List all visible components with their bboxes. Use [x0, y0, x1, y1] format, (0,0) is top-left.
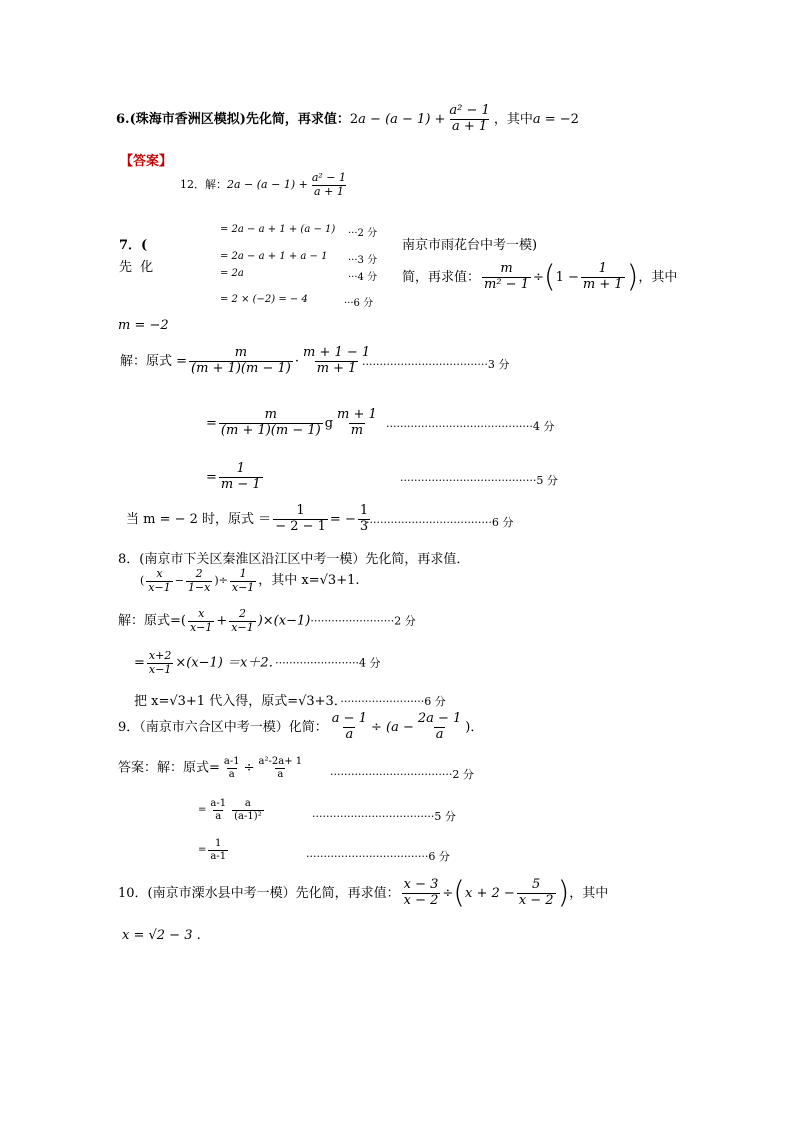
sol12-line3-score: ···4 分: [348, 272, 378, 283]
problem-6: [116, 104, 579, 135]
problem-8-head: 8．(南京市下关区秦淮区沿江区中考一模）先化简，再求值．: [118, 552, 470, 567]
problem-7-condition: m = −2: [118, 318, 169, 333]
problem-7-question: 简，再求值： $\frac{m}{\text{m² − 1}}$ ÷(1 − $\frac{1}{m + 1}$ )，其中: [402, 259, 678, 295]
p7-step3-score: ·······································5 分: [400, 474, 558, 487]
problem-8-expr: ( $\frac{x}{x-1}$ − $\frac{2}{1-x}$ )÷ $\frac{1}{x-1}$ ，其中 x=√3+1.: [140, 567, 360, 594]
sol12-fraction: $\frac{\text{a² − 1}}{a + 1}$: [311, 171, 347, 198]
p9-step3: = $\frac{1}{a-1}$: [198, 838, 227, 862]
p6-var: a: [532, 111, 541, 127]
answer-label: 【答案】: [120, 154, 173, 169]
p9-step3-score: ···································6 分: [306, 850, 450, 863]
p7-step1: 解：原式 = $\frac{m}{(m + 1)(m - 1)}$ · $\frac{m + 1 - 1}{m + 1}$: [120, 345, 371, 376]
p7-step4-score: ····································6 分: [366, 516, 514, 529]
p9-step1-score: ···································2 分: [330, 768, 474, 781]
p8-step2: = $\frac{x+2}{x-1}$ ×(x−1) ＝x＋2．························4 分: [134, 649, 381, 676]
p7-step4: 当 m = − 2 时，原式 ＝ $\frac{1}{- 2 - 1}$ = − $\frac{1}{3}$: [126, 503, 369, 534]
p6-val: = −2: [540, 111, 579, 127]
p7-step2: = $\frac{m}{(m + 1)(m - 1)}$ g $\frac{m + 1}{m}$: [206, 407, 377, 438]
p6-expr-a: 2: [349, 111, 359, 127]
p8-step1: 解：原式=( $\frac{x}{x-1}$ + $\frac{2}{x-1}$ )×(x−1)························2 分: [118, 607, 416, 634]
sol12-line1: = 2a − a + 1 + (a − 1): [220, 224, 336, 235]
problem-7-source: 南京市雨花台中考一模): [402, 238, 538, 253]
p9-step2-score: ···································5 分: [312, 810, 456, 823]
p9-step2: = $\frac{a-1}{a}$ $\frac{a}{\text{(a-1)²}}$: [198, 798, 262, 822]
sol12-line3: = 2a: [220, 268, 244, 279]
problem-9: 9．（南京市六合区中考一模）化简： $\frac{a - 1}{a}$ ÷ (a − $\frac{2a - 1}{a}$ )．: [118, 711, 484, 742]
sol12-head: 12．解：: [180, 178, 227, 192]
sol12-line4-score: ···6 分: [344, 298, 374, 309]
sol12-line1-score: ···2 分: [348, 228, 378, 239]
sol12-line2: = 2a − a + 1 + a − 1: [220, 251, 328, 262]
p9-step1: 答案：解：原式= $\frac{a-1}{a}$ ÷ $\frac{\text{a²-2a+ 1}}{a}$: [118, 756, 303, 780]
problem-6-head: 6.(珠海市香洲区模拟)先化简，再求值：: [116, 111, 350, 127]
sol12-expr: 2a − (a − 1) +: [227, 178, 308, 192]
problem-7-number: 7．(: [119, 238, 148, 253]
p6-tail: ，其中: [493, 111, 533, 127]
p6-expr-b: a − (a − 1) +: [358, 111, 446, 127]
solution-12: [180, 172, 350, 198]
p8-step3: 把 x=√3+1 代入得，原式=√3+3．························6 分: [134, 694, 446, 709]
problem-7-label: 先 化: [119, 260, 156, 275]
sol12-line4: = 2 × (−2) = − 4: [220, 294, 308, 305]
p6-fraction: $\frac{\text{a² − 1}}{a + 1}$: [449, 103, 490, 134]
sol12-line2-score: ···3 分: [348, 255, 378, 266]
problem-10: 10．(南京市溧水县中考一模）先化简，再求值： $\frac{x - 3}{x - 2}$ ÷(x + 2 − $\frac{5}{x - 2}$ )，其中: [118, 875, 609, 911]
problem-10-condition: x = √2 − 3 .: [122, 928, 201, 943]
p7-step1-score: ····································3 分: [362, 358, 510, 371]
p7-step2-score: ··········································4 分: [386, 420, 555, 433]
p7-step3: = $\frac{1}{m - 1}$: [206, 461, 261, 492]
